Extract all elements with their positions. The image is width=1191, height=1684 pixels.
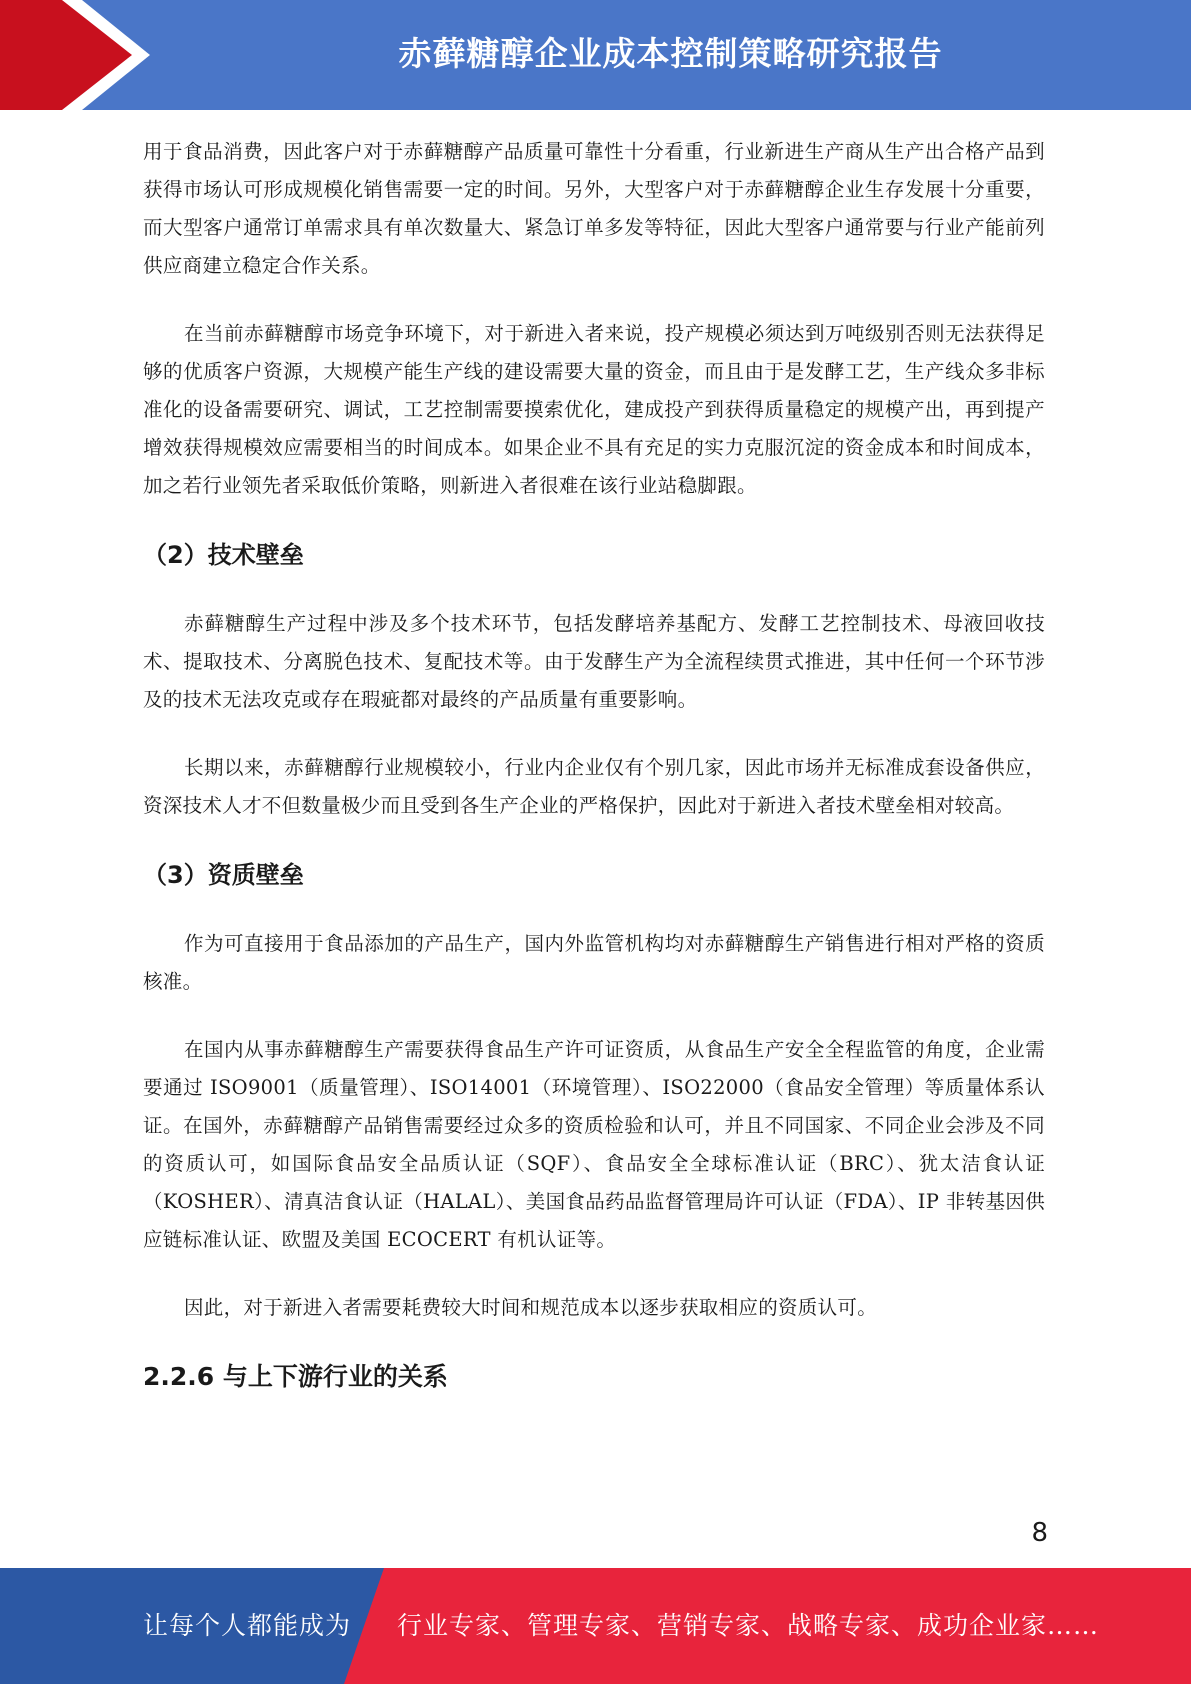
paragraph-qualification-approval: 作为可直接用于食品添加的产品生产，国内外监管机构均对赤藓糖醇生产销售进行相对严格的资质核准。 — [143, 932, 1045, 993]
paragraph-scale-barrier: 在当前赤藓糖醇市场竞争环境下，对于新进入者来说，投产规模必须达到万吨级别否则无法获得足够的优质客户资源，大规模产能生产线的建设需要大量的资金，而且由于是发酵工艺，生产线众多非标准化的设备需要研究、调试，工艺控制需要摸索优化，建成投产到获得质量稳定的规模产出，再到提产增效获得规模效应需要相当的时间成本。如果企业不具有充足的实力克服沉淀的资金成本和时间成本，加之若行业领先者采取低价策略，则新进入者很难在该行业站稳脚跟。 — [143, 322, 1045, 497]
page-header-banner — [0, 0, 1191, 110]
section-heading-upstream-downstream: 2.2.6 与上下游行业的关系 — [143, 1362, 448, 1391]
heading-qualification-barrier: （3）资质壁垒 — [143, 861, 304, 889]
paragraph-technical-talent: 长期以来，赤藓糖醇行业规模较小，行业内企业仅有个别几家，因此市场并无标准成套设备供应，资深技术人才不但数量极少而且受到各生产企业的严格保护，因此对于新进入者技术壁垒相对较高。 — [143, 756, 1045, 817]
paragraph-technical-steps: 赤藓糖醇生产过程中涉及多个技术环节，包括发酵培养基配方、发酵工艺控制技术、母液回收技术、提取技术、分离脱色技术、复配技术等。由于发酵生产为全流程续贯式推进，其中任何一个环节涉及的技术无法攻克或存在瑕疵都对最终的产品质量有重要影响。 — [143, 612, 1045, 711]
footer-slogan-left: 让每个人都能成为 — [143, 1611, 352, 1640]
report-title: 赤藓糖醇企业成本控制策略研究报告 — [398, 34, 943, 73]
document-body — [143, 133, 1045, 1397]
page-number: 8 — [1031, 1518, 1048, 1548]
paragraph-qualification-conclusion: 因此，对于新进入者需要耗费较大时间和规范成本以逐步获取相应的资质认可。 — [184, 1296, 878, 1319]
paragraph-customer-quality: 用于食品消费，因此客户对于赤藓糖醇产品质量可靠性十分看重，行业新进生产商从生产出合格产品到获得市场认可形成规模化销售需要一定的时间。另外，大型客户对于赤藓糖醇企业生存发展十分重要，而大型客户通常订单需求具有单次数量大、紧急订单多发等特征，因此大型客户通常要与行业产能前列供应商建立稳定合作关系。 — [143, 140, 1045, 277]
footer-slogan-right: 行业专家、管理专家、营销专家、战略专家、成功企业家…… — [397, 1611, 1100, 1640]
page-footer-banner — [0, 1568, 1191, 1684]
heading-technology-barrier: （2）技术壁垒 — [143, 541, 304, 569]
header-red-arrow-decoration — [0, 0, 140, 110]
paragraph-certifications: 在国内从事赤藓糖醇生产需要获得食品生产许可证资质，从食品生产安全全程监管的角度，企业需要通过 ISO9001（质量管理）、ISO14001（环境管理）、ISO22000（食品安全管理）等质量体系认证。在国外，赤藓糖醇产品销售需要经过众多的资质检验和认可，并且不同国家、不同企业会涉及不同的资质认可，如国际食品安全品质认证（SQF）、食品安全全球标准认证（BRC）、犹太洁食认证（KOSHER）、清真洁食认证（HALAL）、美国食品药品监督管理局许可认证（FDA）、IP 非转基因供应链标准认证、欧盟及美国 ECOCERT 有机认证等。 — [143, 1038, 1045, 1251]
